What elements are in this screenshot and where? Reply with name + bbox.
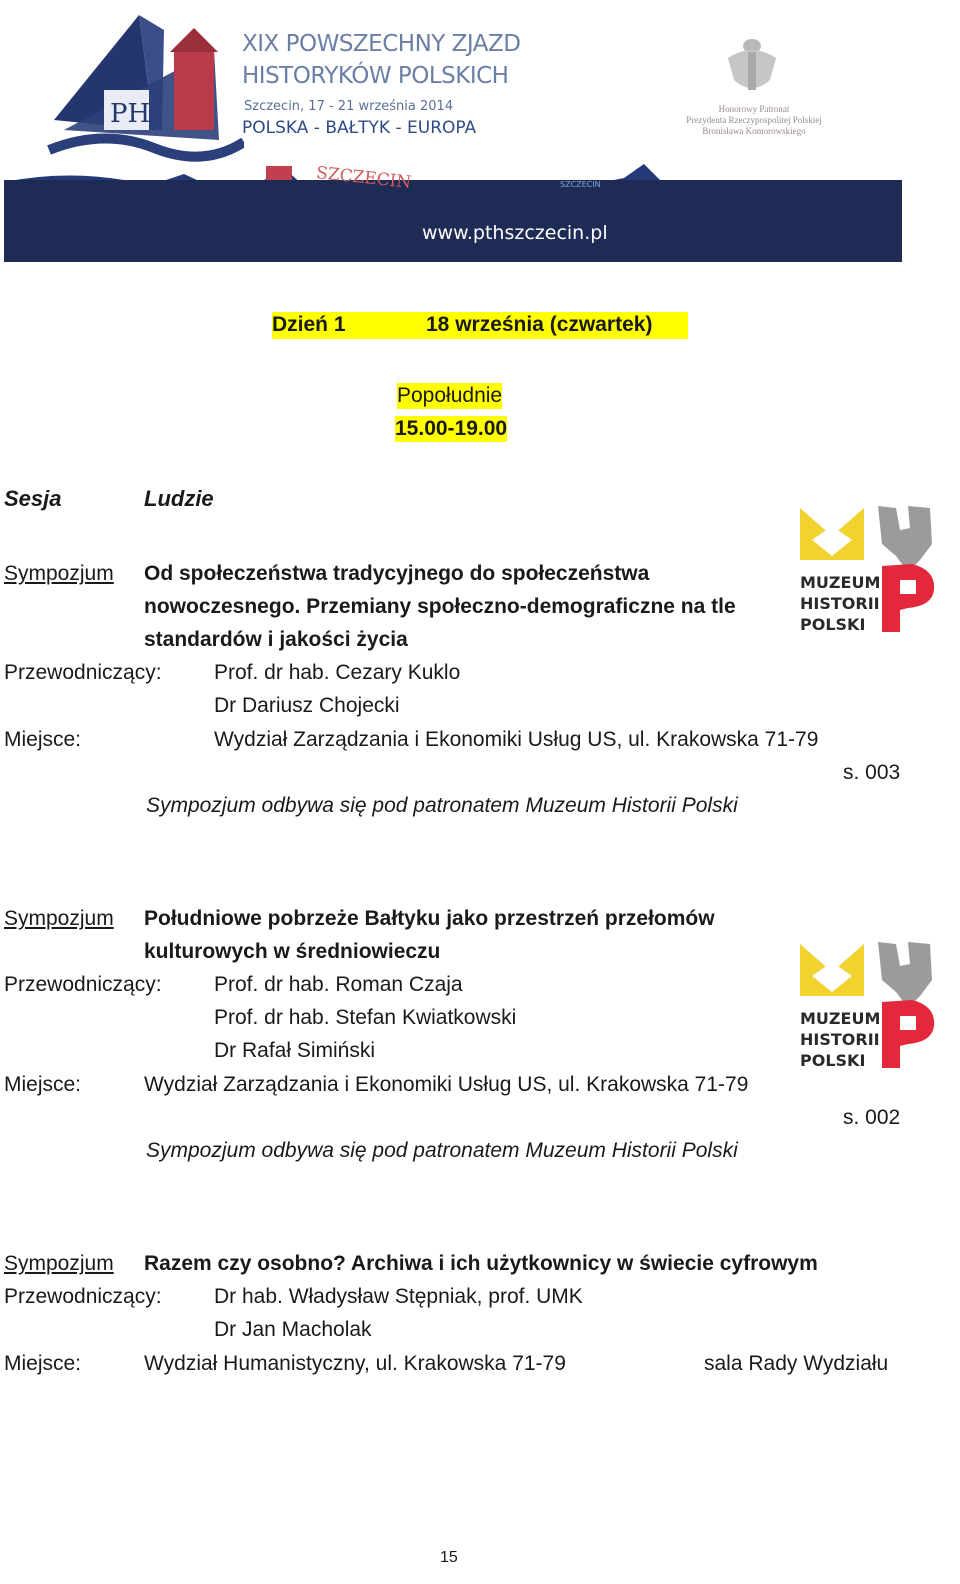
session-type: Sympozjum	[4, 562, 114, 585]
session-title-line: kulturowych w średniowieczu	[144, 940, 441, 963]
day-label: Dzień 1	[272, 313, 346, 336]
logo-line3: POLSKI	[800, 1051, 866, 1070]
conference-banner	[4, 0, 902, 262]
session-title-line: Południowe pobrzeże Bałtyku jako przestrzeń przełomów	[144, 907, 715, 930]
banner-title-line2: HISTORYKÓW POLSKICH	[242, 63, 509, 89]
patronage-note: Sympozjum odbywa się pod patronatem Muzeum Historii Polski	[146, 1139, 738, 1162]
day-header	[272, 312, 688, 339]
room-number: s. 003	[843, 761, 901, 784]
place-value: Wydział Humanistyczny, ul. Krakowska 71-79	[144, 1352, 566, 1375]
logo-line1: MUZEUM	[800, 573, 881, 592]
time-of-day: Popołudnie	[397, 384, 503, 407]
session-title-line: nowoczesnego. Przemiany społeczno-demograficzne na tle	[144, 595, 736, 618]
museum-logo-text	[800, 572, 880, 635]
column-session: Sesja	[4, 486, 62, 511]
banner-theme: POLSKA - BAŁTYK - EUROPA	[242, 118, 477, 138]
banner-city: SZCZECIN	[315, 163, 413, 193]
chair-label: Przewodniczący:	[4, 973, 162, 996]
place-label: Miejsce:	[4, 1352, 82, 1375]
museum-p-icon	[878, 560, 938, 634]
patronage-note: Sympozjum odbywa się pod patronatem Muzeum Historii Polski	[146, 794, 738, 817]
logo-line2: HISTORII	[800, 1030, 880, 1049]
chair-name: Prof. dr hab. Stefan Kwiatkowski	[214, 1006, 517, 1029]
museum-logo	[796, 936, 940, 1076]
session-title-line: Razem czy osobno? Archiwa i ich użytkownicy w świecie cyfrowym	[144, 1252, 818, 1275]
place-label: Miejsce:	[4, 728, 82, 751]
patron-line2: Prezydenta Rzeczypospolitej Polskiej	[686, 115, 822, 125]
place-label: Miejsce:	[4, 1073, 82, 1096]
chair-label: Przewodniczący:	[4, 1285, 162, 1308]
banner-title-line1: XIX POWSZECHNY ZJAZD	[242, 31, 521, 57]
banner-dates: Szczecin, 17 - 21 września 2014	[244, 99, 454, 114]
place-value: Wydział Zarządzania i Ekonomiki Usług US, ul. Krakowska 71-79	[144, 1073, 749, 1096]
session-title-line: standardów i jakości życia	[144, 628, 408, 651]
patron-line1: Honorowy Patronat	[718, 104, 790, 114]
room-number: s. 002	[843, 1106, 901, 1129]
museum-logo-text	[800, 1008, 880, 1071]
congress-logo-icon	[44, 10, 244, 170]
banner-strip	[4, 180, 902, 262]
page-number: 15	[440, 1549, 458, 1566]
chair-name: Dr Jan Macholak	[214, 1318, 372, 1341]
logo-line1: MUZEUM	[800, 1009, 881, 1028]
chair-name: Dr Rafał Simiński	[214, 1039, 376, 1062]
svg-text:PH: PH	[110, 99, 151, 129]
column-people: Ludzie	[144, 486, 214, 511]
time-range: 15.00-19.00	[395, 417, 508, 440]
session-type: Sympozjum	[4, 1252, 114, 1275]
logo-line2: HISTORII	[800, 594, 880, 613]
session-type: Sympozjum	[4, 907, 114, 930]
chair-label: Przewodniczący:	[4, 661, 162, 684]
place-value: Wydział Zarządzania i Ekonomiki Usług US, ul. Krakowska 71-79	[214, 728, 819, 751]
banner-city-small: SZCZECIN	[560, 180, 601, 189]
patron-line3: Bronisława Komorowskiego	[702, 126, 806, 136]
session-title-line: Od społeczeństwa tradycyjnego do społeczeństwa	[144, 562, 650, 585]
museum-logo	[796, 500, 940, 640]
chair-name: Prof. dr hab. Roman Czaja	[214, 973, 463, 996]
chair-name: Dr hab. Władysław Stępniak, prof. UMK	[214, 1285, 583, 1308]
museum-p-icon	[878, 996, 938, 1070]
room-number: sala Rady Wydziału	[704, 1352, 889, 1375]
banner-website: www.pthszczecin.pl	[422, 222, 608, 244]
patronage-text	[664, 104, 844, 137]
logo-line3: POLSKI	[800, 615, 866, 634]
day-date: 18 września (czwartek)	[426, 313, 653, 336]
chair-name: Prof. dr hab. Cezary Kuklo	[214, 661, 461, 684]
eagle-emblem-icon	[722, 36, 782, 102]
chair-name: Dr Dariusz Chojecki	[214, 694, 400, 717]
